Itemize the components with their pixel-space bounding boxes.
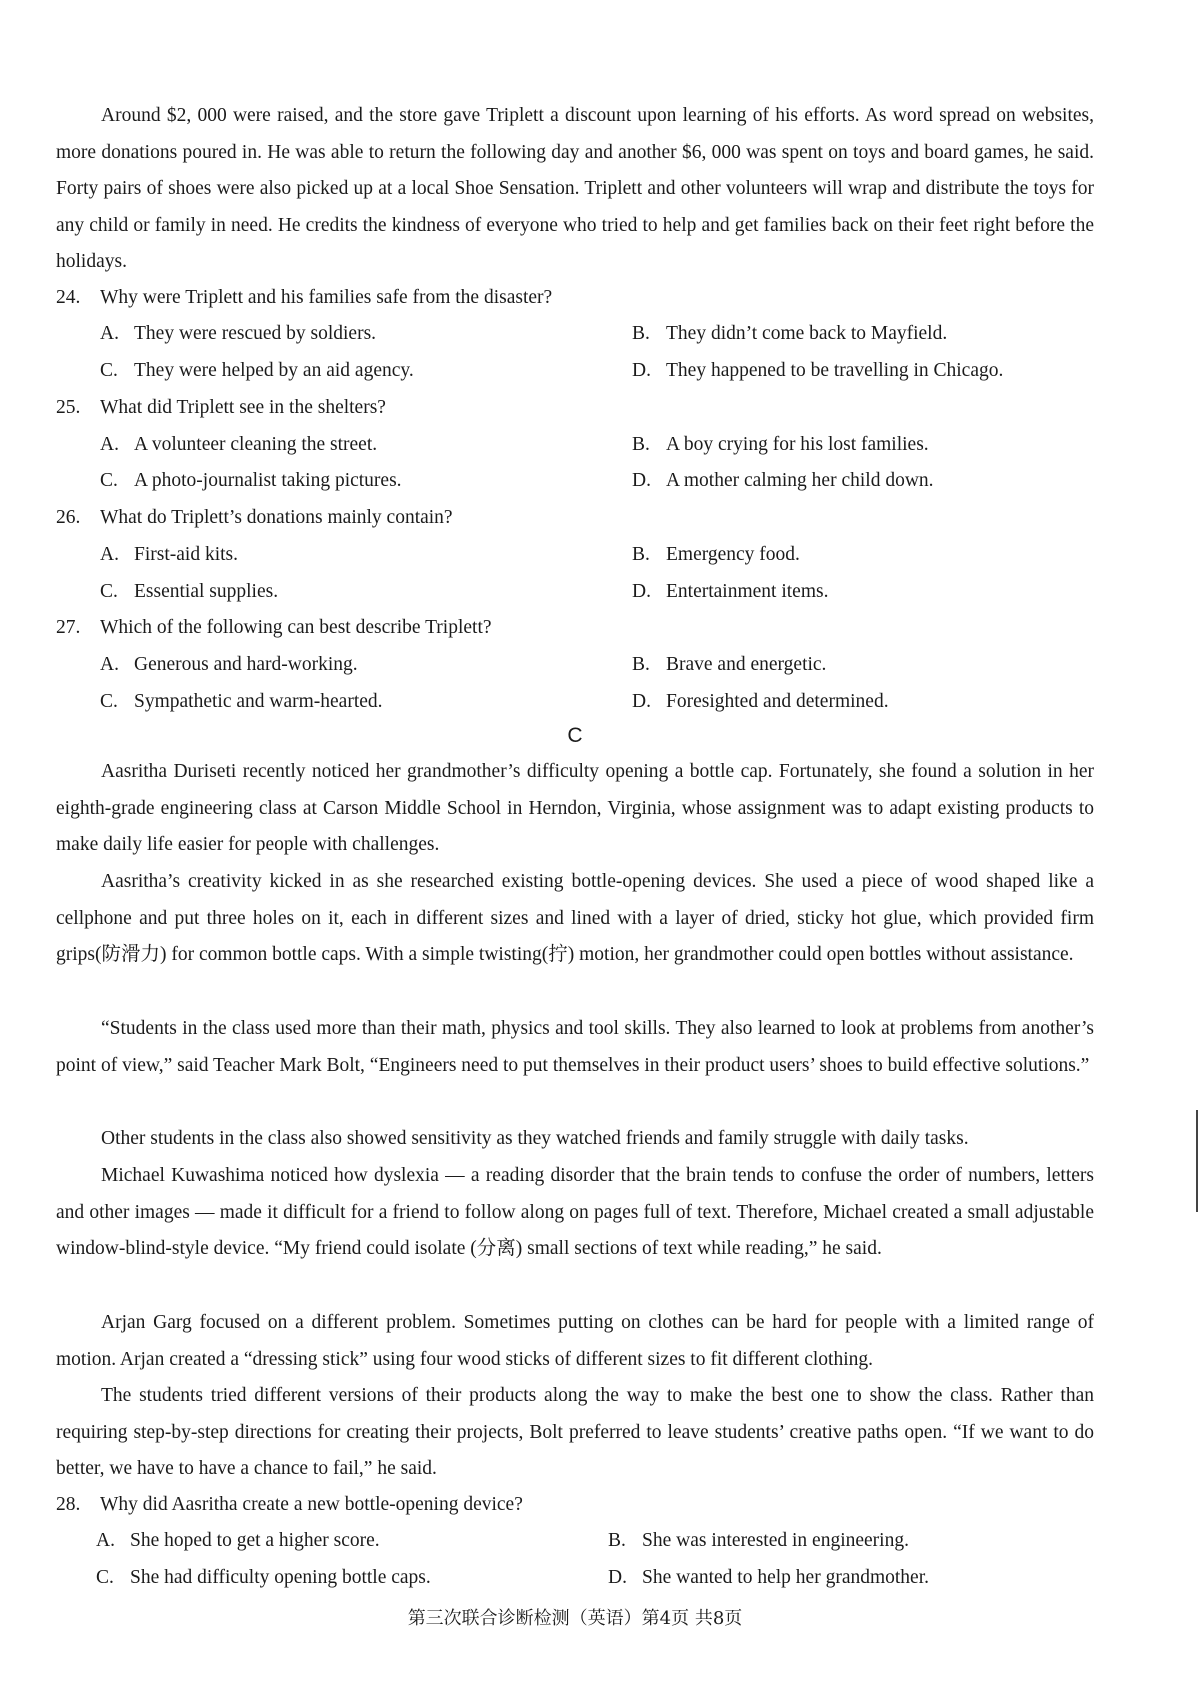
option-24-b[interactable] [632,316,947,352]
option-24-a[interactable] [100,316,376,352]
option-letter: D. [632,360,651,381]
section-heading: C [567,724,583,747]
option-28-d[interactable] [608,1560,929,1596]
option-letter: D. [608,1567,627,1588]
option-text: She was interested in engineering. [642,1530,909,1551]
option-25-b[interactable] [632,427,929,463]
option-26-c[interactable] [100,574,278,610]
option-text: A boy crying for his lost families. [666,434,929,455]
option-letter: D. [632,581,651,602]
option-25-c[interactable] [100,463,402,499]
question-text: Why did Aasritha create a new bottle-opening device? [100,1494,523,1515]
option-text: They didn’t come back to Mayfield. [666,323,948,344]
question-text: What do Triplett’s donations mainly contain? [100,507,453,528]
option-text: A mother calming her child down. [666,470,934,491]
option-letter: A. [100,654,119,675]
question-28 [56,1487,1096,1523]
option-text: They were rescued by soldiers. [134,323,377,344]
option-28-a[interactable] [96,1523,380,1559]
question-24 [56,280,1096,316]
option-letter: B. [632,434,650,455]
passage-c-paragraph: Aasritha Duriseti recently noticed her grandmother’s difficulty opening a bottle cap. Fortunately, she found a solution in her eighth-grade engineering class at Carson Middle School in Herndon, Virginia, whose assignment was to adapt existing products to make daily life easier for people with challenges. [56,761,1094,856]
passage-c-paragraph: The students tried different versions of their products along the way to make the best one to show the class. Rather than requiring step-by-step directions for creating their projects, Bolt preferred to leave students’ creative paths open. “If we want to do better, we have to have a chance to fail,” he said. [56,1385,1094,1480]
option-25-a[interactable] [100,427,377,463]
option-24-c[interactable] [100,353,414,389]
option-letter: D. [632,470,651,491]
option-text: Brave and energetic. [666,654,827,675]
passage-c-paragraph: Aasritha’s creativity kicked in as she researched existing bottle-opening devices. She used a piece of wood shaped like a cellphone and put three holes on it, each in different sizes and lined with a layer of dried, sticky hot glue, which provided firm grips(防滑力) for common bottle caps. With a simple twisting(拧) motion, her grandmother could open bottles without assistance. [56,871,1094,966]
option-letter: C. [100,581,118,602]
option-26-a[interactable] [100,537,238,573]
option-letter: A. [100,323,119,344]
option-text: A photo-journalist taking pictures. [134,470,402,491]
option-letter: C. [100,360,118,381]
question-number: 28. [56,1494,81,1515]
option-text: She wanted to help her grandmother. [642,1567,930,1588]
question-25 [56,390,1096,426]
question-26 [56,500,1096,536]
option-letter: A. [100,434,119,455]
option-27-b[interactable] [632,647,826,683]
option-text: A volunteer cleaning the street. [134,434,378,455]
page-footer: 第三次联合诊断检测（英语）第4页 共8页 [407,1608,743,1629]
question-number: 27. [56,617,81,638]
option-text: Generous and hard-working. [134,654,358,675]
question-27 [56,610,1096,646]
scan-edge-mark [1196,1110,1198,1212]
option-letter: A. [96,1530,115,1551]
option-letter: B. [608,1530,626,1551]
question-text: Why were Triplett and his families safe from the disaster? [100,287,553,308]
option-letter: B. [632,544,650,565]
option-27-a[interactable] [100,647,358,683]
option-letter: B. [632,323,650,344]
option-text: Emergency food. [666,544,800,565]
option-25-d[interactable] [632,463,934,499]
option-letter: C. [100,470,118,491]
question-number: 25. [56,397,81,418]
question-number: 26. [56,507,81,528]
option-letter: A. [100,544,119,565]
option-24-d[interactable] [632,353,1003,389]
passage-c-paragraph: Arjan Garg focused on a different problem. Sometimes putting on clothes can be hard for people with a limited range of motion. Arjan created a “dressing stick” using four wood sticks of different sizes to fit different clothing. [56,1312,1094,1370]
passage-c-paragraph: Michael Kuwashima noticed how dyslexia — a reading disorder that the brain tends to confuse the order of numbers, letters and other images — made it difficult for a friend to follow along on pages full of text. Therefore, Michael created a small adjustable window-blind-style device. “My friend could isolate (分离) small sections of text while reading,” he said. [56,1165,1094,1260]
option-text: Entertainment items. [666,581,829,602]
option-letter: D. [632,691,651,712]
option-text: Sympathetic and warm-hearted. [134,691,383,712]
option-letter: C. [96,1567,114,1588]
option-letter: C. [100,691,118,712]
question-number: 24. [56,287,81,308]
passage-c-paragraph: “Students in the class used more than their math, physics and tool skills. They also learned to look at problems from another’s point of view,” said Teacher Mark Bolt, “Engineers need to put themselves in their product users’ shoes to build effective solutions.” [56,1018,1094,1076]
passage-c-paragraph: Other students in the class also showed sensitivity as they watched friends and family struggle with daily tasks. [101,1128,969,1149]
question-text: Which of the following can best describe Triplett? [100,617,492,638]
option-text: They were helped by an aid agency. [134,360,414,381]
option-text: They happened to be travelling in Chicago. [666,360,1004,381]
option-text: Essential supplies. [134,581,279,602]
option-28-c[interactable] [96,1560,431,1596]
option-28-b[interactable] [608,1523,909,1559]
option-text: She had difficulty opening bottle caps. [130,1567,431,1588]
option-text: Foresighted and determined. [666,691,889,712]
option-26-d[interactable] [632,574,828,610]
option-text: She hoped to get a higher score. [130,1530,380,1551]
question-text: What did Triplett see in the shelters? [100,397,386,418]
option-26-b[interactable] [632,537,800,573]
option-letter: B. [632,654,650,675]
option-27-d[interactable] [632,684,889,720]
option-text: First-aid kits. [134,544,239,565]
passage-b-paragraph: Around $2, 000 were raised, and the store gave Triplett a discount upon learning of his efforts. As word spread on websites, more donations poured in. He was able to return the following day and another $6, 000 was spent on toys and board games, he said. Forty pairs of shoes were also picked up at a local Shoe Sensation. Triplett and other volunteers will wrap and distribute the toys for any child or family in need. He credits the kindness of everyone who tried to help and get families back on their feet right before the holidays. [56,105,1094,273]
option-27-c[interactable] [100,684,383,720]
